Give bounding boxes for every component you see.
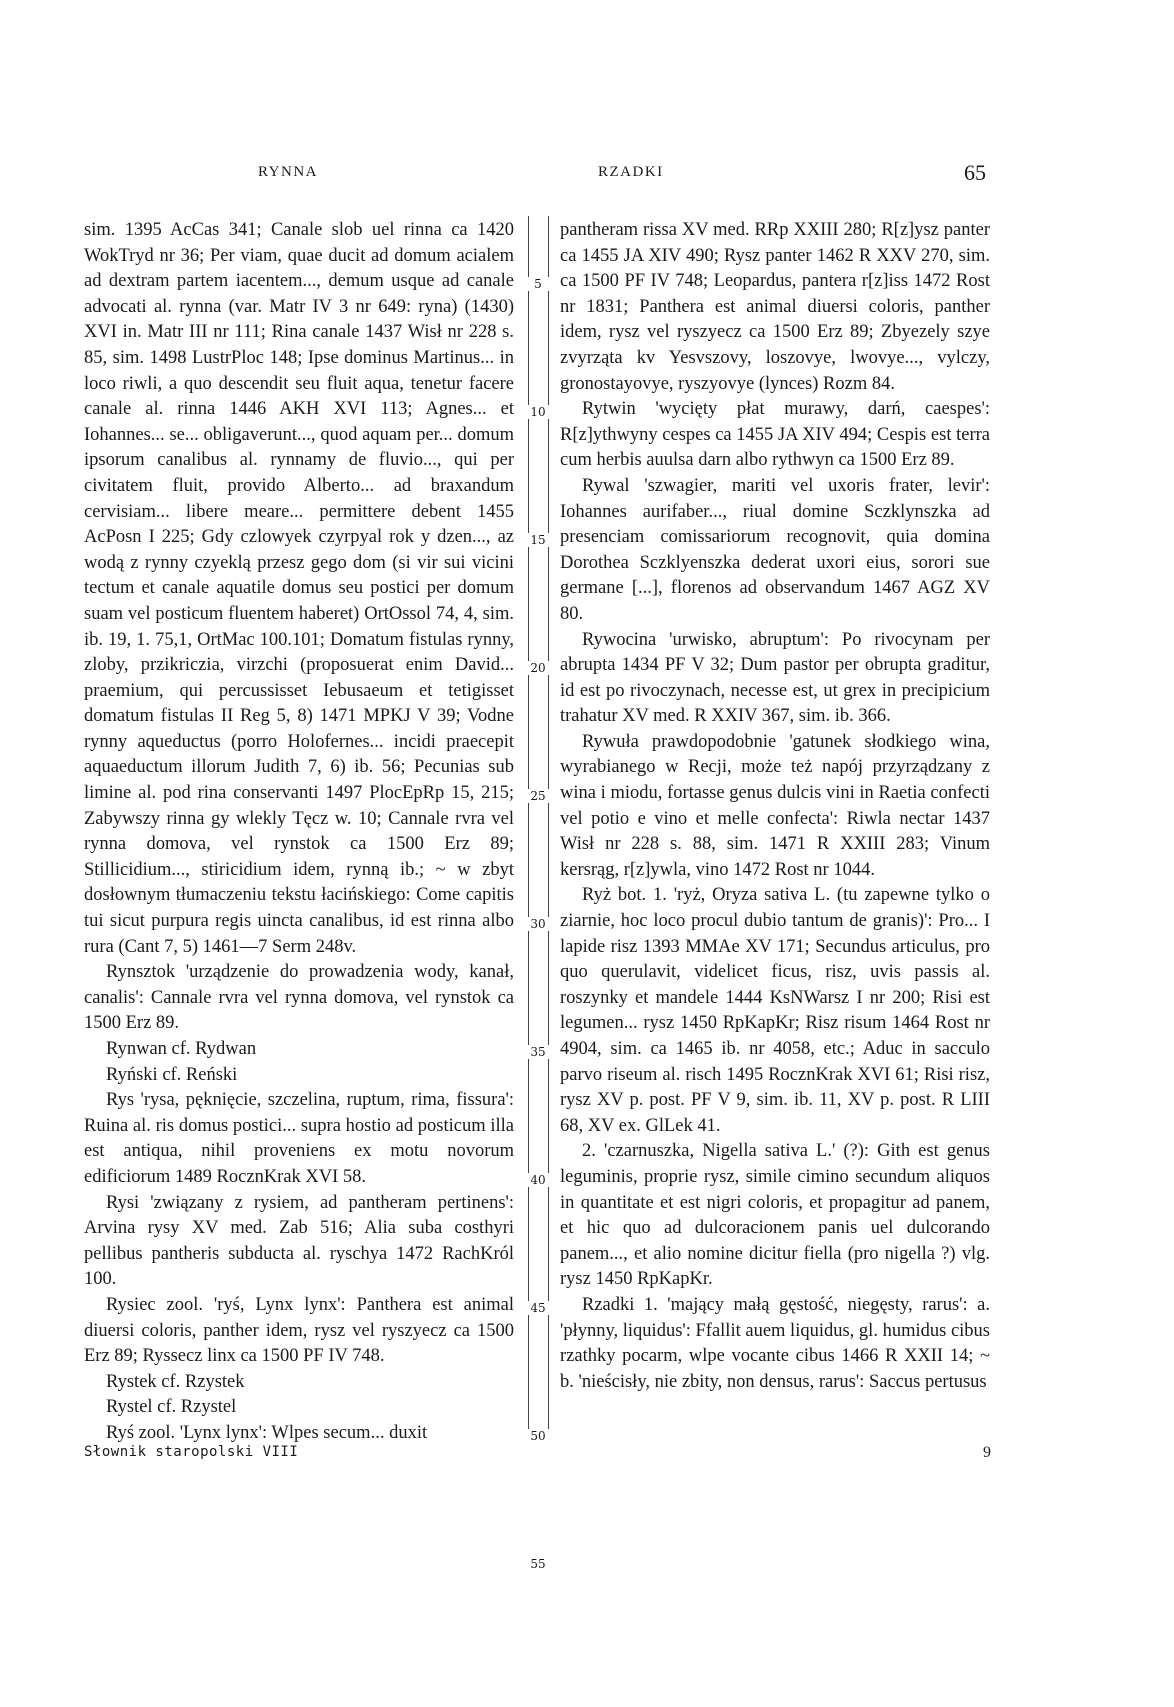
footer-sheet-number: 9	[983, 1444, 991, 1461]
running-head-right: RZADKI	[598, 164, 664, 180]
right-column	[560, 218, 990, 1395]
entry-rystel: Rystel cf. Rzystel	[106, 1397, 237, 1418]
line-number: 20	[526, 661, 550, 675]
entry-rysiec: Rysiec zool. 'ryś, Lynx lynx': Panthera est animal diuersi coloris, panther idem, rysz vel ryszyecz ca 1500 Erz 89; Ryssecz linx ca 1500 PF IV 748.	[84, 1294, 514, 1367]
line-number: 45	[526, 1301, 550, 1315]
column-rule-left	[528, 216, 529, 1440]
entry-rys-zool: Ryś zool. 'Lynx lynx': Wlpes secum... duxit	[106, 1422, 428, 1443]
line-number: 30	[526, 917, 550, 931]
entry-rynwan: Rynwan cf. Rydwan	[106, 1039, 257, 1059]
line-number: 10	[526, 405, 550, 419]
page-number: 65	[964, 160, 986, 185]
line-number: 50	[526, 1429, 550, 1443]
line-number: 55	[526, 1557, 550, 1571]
entry-rys: Rys 'rysa, pęknięcie, szczelina, ruptum, rima, fissura': Ruina al. ris domus postici... supra hostio ad posticum illa est antiqua, nihil proveniens ex motu novorum edificiorum 1489 RocznKrak XVI 58.	[84, 1090, 514, 1187]
line-number: 40	[526, 1173, 550, 1187]
line-number: 25	[526, 789, 550, 803]
entry-rywocina: Rywocina 'urwisko, abruptum': Po rivocynam per abrupta 1434 PF V 32; Dum pastor per obrupta graditur, id est po rivoczynach, necesse est, ut grex in precipicium trahatur XV med. R XXIV 367, sim. ib. 366.	[560, 629, 990, 727]
line-number: 5	[526, 277, 550, 291]
entry-rzadki: Rzadki 1. 'mający małą gęstość, niegęsty, rarus': a. 'płynny, liquidus': Ffallit auem liquidus, gl. humidus cibus rzathky pocarm, wlpe vocante cibus 1466 R XXII 14; ~ b. 'nieścisły, nie zbity, non densus, rarus': Saccus pertusus	[560, 1294, 990, 1392]
line-number: 35	[526, 1045, 550, 1059]
entry-ryz-2: 2. 'czarnuszka, Nigella sativa L.' (?): Gith est genus leguminis, proprie rysz, simile cimino secundum aliquos in quantitate et est nigri coloris, et propagitur ad panem, et hic quo ad dulcoracionem panis uel dulcorando panem..., et alio nomine dicitur fiella (pro nigella ?) vlg. rysz 1450 RpKapKr.	[560, 1141, 990, 1290]
line-number: 15	[526, 533, 550, 547]
entry-rys-continued: pantheram rissa XV med. RRp XXIII 280; R[z]ysz panter ca 1455 JA XIV 490; Rysz panter 1462 R XXV 270, sim. ca 1500 PF IV 748; Leopardus, pantera r[z]iss 1472 Rost nr 1831; Panthera est animal diuersi coloris, panther idem, rysz vel ryszyecz ca 1500 Erz 89; Zbyezely szye zvyrząta kv Yesvszovy, loszovye, lwovye..., vylczy, gronostayovye, ryszyovye (lynces) Rozm 84.	[560, 220, 990, 394]
entry-rynski: Ryński cf. Reński	[106, 1064, 238, 1085]
entry-rywula: Rywuła prawdopodobnie 'gatunek słodkiego wina, wyrabianego w Recji, może też napój przyrządzany z wina i miodu, fortasse genus dulcis vini in Raetia confecti vel potio e vino et melle confecta': Riwla nectar 1437 Wisł nr 228 s. 88, sim. 1471 R XXIII 283; Vinum kersrąg, r[z]ywla, vino 1472 Rost nr 1044.	[560, 731, 990, 880]
footer-signature: Słownik staropolski VIII	[84, 1444, 299, 1460]
entry-rywal: Rywal 'szwagier, mariti vel uxoris frater, levir': Iohannes aurifaber..., riual domine Sczklynszka ad presenciam comissariorum recognovit, quia domina Dorothea Sczklyenszka dederat uxori eius, sorori sue germane [...], florenos ad observandum 1467 AGZ XV 80.	[560, 475, 990, 624]
running-head-left: RYNNA	[258, 164, 319, 180]
entry-rysi: Rysi 'związany z rysiem, ad pantheram pertinens': Arvina rysy XV med. Zab 516; Alia suba costhyri pellibus pantheris subducta al. ryschya 1472 RachKról 100.	[84, 1192, 514, 1290]
entry-ryz-1: Ryż bot. 1. 'ryż, Oryza sativa L. (tu zapewne tylko o ziarnie, hoc loco procul dubio tantum de granis)': Pro... I lapide risz 1393 MMAe XV 171; Secundus articulus, pro quo querulavit, videlicet ficus, risz, uvis passis al. roszynky et mandele 1444 KsNWarsz I nr 200; Risi est legumen... rysz 1450 RpKapKr; Risz risum 1464 Rost nr 4904, sim. ca 1465 ib. nr 4058, etc.; Aduc in sacculo parvo riseum al. risch 1495 RocznKrak XVI 61; Risi risz, rysz XV p. post. PF V 9, sim. ib. 11, XV p. post. R LIII 68, XV ex. GlLek 41.	[560, 885, 990, 1136]
column-rule-right	[548, 216, 549, 1440]
entry-rystek: Rystek cf. Rzystek	[106, 1371, 245, 1392]
entry-rynsztok: Rynsztok 'urządzenie do prowadzenia wody, kanał, canalis': Cannale rvra vel rynna domova, vel rynstok ca 1500 Erz 89.	[84, 962, 514, 1034]
entry-rynna-continued: sim. 1395 AcCas 341; Canale slob uel rinna ca 1420 WokTryd nr 36; Per viam, quae ducit ad domum acialem ad dextram partem iacentem..., demum usque ad canale advocati al. rynna (var. Matr IV 3 nr 649: ryna) (1430) XVI in. Matr III nr 111; Rina canale 1437 Wisł nr 228 s. 85, sim. 1498 LustrPloc 148; Ipse dominus Martinus... in loco riwli, a quo descendit seu fluit aqua, tenetur facere canale al. rinna 1446 AKH XVI 113; Agnes... et Iohannes... se... obligaverunt..., quod aquam per... domum ipsorum canalibus al. rynnamy de fluvio..., qui per civitatem fluit, provido Alberto... ad braxandum cervisiam... libere meare... permittere debent 1455 AcPosn I 225; Gdy czlowyek czyrpyal rok y dzen..., az wodą z rynny czyeklą przesz gego dom (si vir sui vicini tectum et canale aquatile domus seu postici per domum suam vel posticum fluentem haberet) OrtOssol 74, 4, sim. ib. 19, 1. 75,1, OrtMac 100.101; Domatum fistulas rynny, zloby, przikriczia, virzchi (proposuerat enim David... praemium, qui percussisset Iebusaeum et tetigisset domatum fistulas II Reg 5, 8) 1471 MPKJ V 39; Vodne rynny aqueductus (porro Holofernes... incidi praecepit aquaeductum illorum Judith 7, 6) ib. 56; Pecunias sub limine al. pod rina conservanti 1497 PlocEpRp 15, 215; Zabywszy rinna gy wlekly Tęcz w. 10; Cannale rvra vel rynna domova, vel rynstok ca 1500 Erz 89; Stillicidium..., stiricidium idem, rynną ib.; ~ w zbyt dosłownym tłumaczeniu tekstu łacińskiego: Come capitis tui sicut purpura regis uincta canalibus, id est rinna albo rura (Cant 7, 5) 1461—7 Serm 248v.	[84, 220, 514, 957]
entry-rytwin: Rytwin 'wycięty płat murawy, darń, caespes': R[z]ythwyny cespes ca 1455 JA XIV 494; Cespis est terra cum herbis auulsa darn albo rythwyn ca 1500 Erz 89.	[560, 399, 990, 471]
left-column	[84, 218, 514, 1447]
